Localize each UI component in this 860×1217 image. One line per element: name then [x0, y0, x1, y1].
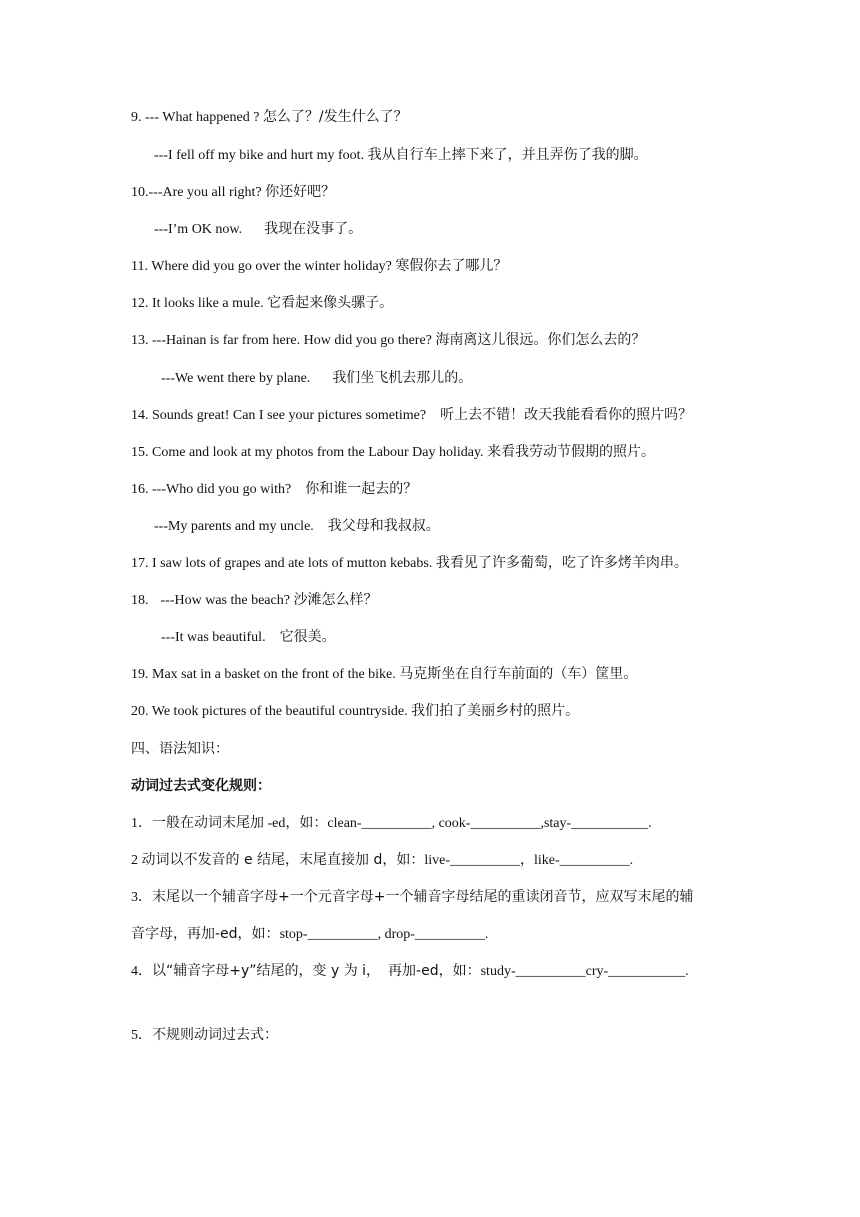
- rule-examples: live-__________，like-__________.: [424, 853, 634, 868]
- item-number: 14.: [131, 408, 149, 423]
- item-number: 10.: [131, 185, 149, 200]
- chinese-translation: 海南离这儿很远。你们怎么去的？: [435, 332, 646, 348]
- rule-number: 1．: [131, 816, 152, 831]
- chinese-translation: 你还好吧？: [265, 184, 336, 200]
- english-sentence: Sounds great! Can I see your pictures sometime?: [152, 408, 427, 423]
- chinese-translation: 来看我劳动节假期的照片。: [487, 444, 656, 460]
- dialogue-line: [161, 368, 472, 389]
- item-number: 9.: [131, 110, 142, 125]
- item-number: 13.: [131, 333, 149, 348]
- item-number: 11.: [131, 259, 148, 274]
- english-sentence: ---We went there by plane.: [161, 371, 311, 386]
- rule-text: 以“辅音字母+y”结尾的，变 y 为 i，: [152, 963, 381, 979]
- chinese-translation: 我们拍了美丽乡村的照片。: [411, 703, 580, 719]
- grammar-title: 动词过去式变化规则：: [131, 778, 271, 794]
- rule-text: 再加-ed，如：: [388, 963, 481, 979]
- grammar-rule: [131, 961, 689, 982]
- chinese-translation: 我现在没事了。: [264, 221, 363, 237]
- dialogue-line: [131, 107, 408, 128]
- english-sentence: --- What happened ?: [145, 110, 260, 125]
- dialogue-line: [131, 182, 335, 203]
- dialogue-line: [131, 590, 377, 611]
- rule-examples: -ed，如：clean-__________, cook-__________,stay-___________.: [264, 816, 652, 831]
- chinese-translation: 沙滩怎么样？: [293, 592, 378, 608]
- chinese-translation: 我从自行车上摔下来了，并且弄伤了我的脚。: [367, 147, 648, 163]
- rule-number: 3．: [131, 890, 152, 905]
- rule-text: 不规则动词过去式：: [152, 1027, 278, 1043]
- english-sentence: ---My parents and my uncle.: [154, 519, 314, 534]
- chinese-translation: 我看见了许多葡萄，吃了许多烤羊肉串。: [435, 555, 688, 571]
- dialogue-line: [131, 330, 645, 351]
- item-number: 17.: [131, 556, 149, 571]
- english-sentence: I saw lots of grapes and ate lots of mutton kebabs.: [152, 556, 433, 571]
- english-sentence: ---Who did you go with?: [152, 482, 292, 497]
- english-sentence: We took pictures of the beautiful countryside.: [151, 704, 408, 719]
- rule-examples: stop-__________, drop-__________.: [279, 927, 489, 942]
- item-number: 16.: [131, 482, 149, 497]
- rule-number: 5．: [131, 1028, 152, 1043]
- dialogue-line: [131, 701, 579, 722]
- dialogue-line: [131, 442, 655, 463]
- rule-number: 4．: [131, 964, 152, 979]
- dialogue-line: [154, 219, 362, 240]
- grammar-rule-continued: [131, 924, 488, 945]
- dialogue-line: [131, 405, 692, 426]
- english-sentence: ---Hainan is far from here. How did you go there?: [152, 333, 432, 348]
- section-heading: 四、语法知识：: [131, 741, 229, 757]
- item-number: 12.: [131, 296, 149, 311]
- chinese-translation: 它看起来像头骡子。: [267, 295, 394, 311]
- chinese-translation: 我父母和我叔叔。: [327, 518, 440, 534]
- item-number: 20.: [131, 704, 149, 719]
- dialogue-line: [154, 145, 648, 166]
- english-sentence: ---I’m OK now.: [154, 222, 243, 237]
- chinese-translation: 我们坐飞机去那儿的。: [332, 370, 473, 386]
- english-sentence: ---It was beautiful.: [161, 630, 266, 645]
- rule-text: 动词以不发音的 e 结尾，末尾直接加 d，如：: [141, 852, 425, 868]
- dialogue-line: [131, 553, 688, 574]
- rule-number: 2: [131, 853, 138, 868]
- rule-examples: study-__________cry-___________.: [480, 964, 689, 979]
- english-sentence: Max sat in a basket on the front of the bike.: [152, 667, 396, 682]
- english-sentence: ---I fell off my bike and hurt my foot.: [154, 148, 365, 163]
- grammar-rule: [131, 850, 633, 871]
- dialogue-line: [131, 293, 393, 314]
- grammar-rule: [131, 1025, 278, 1046]
- english-sentence: Where did you go over the winter holiday?: [151, 259, 392, 274]
- chinese-translation: 马克斯坐在自行车前面的（车）筐里。: [399, 666, 638, 682]
- rule-text: 末尾以一个辅音字母+一个元音字母+一个辅音字母结尾的重读闭音节，应双写末尾的辅: [152, 889, 694, 905]
- chinese-translation: 怎么了？/发生什么了？: [262, 109, 408, 125]
- item-number: 15.: [131, 445, 149, 460]
- dialogue-line: [161, 627, 336, 648]
- grammar-rule: [131, 813, 652, 834]
- chinese-translation: 你和谁一起去的？: [305, 481, 418, 497]
- dialogue-line: [131, 664, 637, 685]
- item-number: 18.: [131, 593, 149, 608]
- english-sentence: ---How was the beach?: [160, 593, 290, 608]
- item-number: 19.: [131, 667, 149, 682]
- chinese-translation: 它很美。: [279, 629, 336, 645]
- dialogue-line: [131, 479, 417, 500]
- english-sentence: Come and look at my photos from the Labour Day holiday.: [152, 445, 484, 460]
- dialogue-line: [131, 256, 507, 277]
- rule-text: 一般在动词末尾加: [152, 815, 264, 831]
- chinese-translation: 听上去不错！改天我能看看你的照片吗？: [440, 407, 693, 423]
- english-sentence: It looks like a mule.: [152, 296, 264, 311]
- grammar-rule: [131, 887, 693, 908]
- rule-text: 音字母，再加-ed，如：: [131, 926, 280, 942]
- english-sentence: ---Are you all right?: [148, 185, 262, 200]
- dialogue-line: [154, 516, 440, 537]
- chinese-translation: 寒假你去了哪儿？: [395, 258, 508, 274]
